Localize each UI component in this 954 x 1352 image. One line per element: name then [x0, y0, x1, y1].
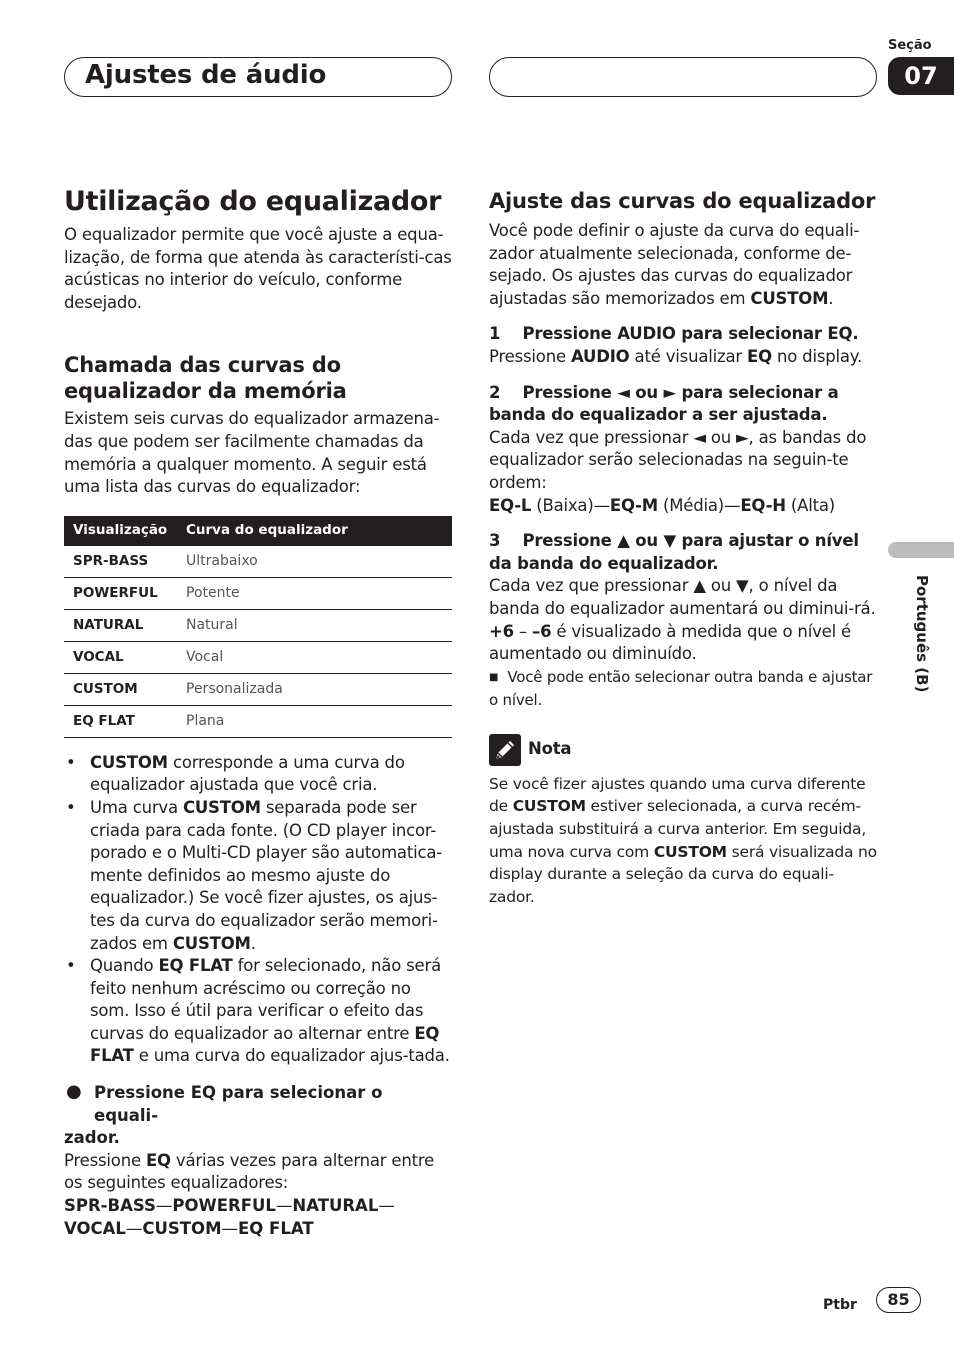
bullet-text: separada pode ser criada para cada fonte. (O CD player incor-porado e o Multi-CD player são automatica-mente definidos ao mesmo ajuste do equalizador.) Se você fizer ajustes, os ajus-tes da curva do equalizador serão memori-zados em: [90, 797, 443, 953]
bold-term: CUSTOM: [182, 797, 261, 817]
table-cell-curve: Potente: [177, 577, 452, 609]
table-cell-curve: Personalizada: [177, 673, 452, 705]
intro-text: Você pode definir o ajuste da curva do equali-zador atualmente selecionada, conforme de-sejado. Os ajustes das curvas do equalizador ajustadas são memorizados em: [489, 221, 860, 308]
section-title: Ajustes de áudio: [85, 60, 327, 90]
band-text: (Alta): [785, 495, 835, 515]
table-row: [64, 546, 452, 578]
step-text: até visualizar: [629, 346, 748, 366]
sub-heading: [64, 352, 452, 404]
list-item: [64, 752, 452, 797]
side-language-tab: [888, 542, 954, 558]
separator: —: [275, 1196, 293, 1216]
step-3-body: Cada vez que pressionar ▲ ou ▼, o nível da banda do equalizador aumentará ou diminui-rá.: [489, 576, 876, 618]
separator: —: [125, 1218, 143, 1238]
bold-term: CUSTOM: [750, 288, 829, 308]
table-row: [64, 705, 452, 737]
side-language-label: Português (B): [913, 575, 931, 693]
table-row: [64, 641, 452, 673]
eq-band-sequence: [489, 495, 877, 518]
table-header-curve: Curva do equalizador: [177, 516, 452, 546]
table-cell-display: CUSTOM: [64, 673, 177, 705]
eq-sequence-line-1: [64, 1195, 452, 1218]
eq-sequence-line-2: [64, 1218, 452, 1241]
sub-intro-paragraph: Existem seis curvas do equalizador armazena-das que podem ser facilmente chamadas da memória a qualquer momento. A seguir está uma lista das curvas do equalizador:: [64, 409, 440, 497]
step-text: no display.: [771, 346, 863, 366]
left-column: [64, 186, 452, 1240]
section-number: 07: [888, 57, 954, 95]
table-header-row: [64, 516, 452, 546]
step-2: [489, 382, 877, 518]
table-row: [64, 673, 452, 705]
step-title-line-1: Pressione EQ para selecionar o equali-: [94, 1083, 383, 1125]
right-intro: [489, 220, 877, 310]
note-box: [489, 734, 877, 768]
table-cell-curve: Vocal: [177, 641, 452, 673]
table-row: [64, 609, 452, 641]
range-text: é visualizado à medida que o nível é aumentado ou diminuído.: [489, 621, 851, 664]
bullet-text: Quando: [90, 956, 159, 976]
list-item: [64, 797, 452, 955]
bold-term: CUSTOM: [512, 797, 586, 816]
step-title-line-2: zador.: [64, 1128, 120, 1148]
note-body: [489, 773, 877, 909]
band-text: (Média)—: [657, 495, 741, 515]
table-cell-curve: Ultrabaixo: [177, 546, 452, 578]
eq-name: NATURAL: [292, 1196, 379, 1216]
square-bullet-icon: ■: [489, 671, 499, 683]
eq-step: [64, 1082, 452, 1240]
eq-name: VOCAL: [64, 1218, 126, 1238]
table-row: [64, 577, 452, 609]
page-number: 85: [876, 1287, 921, 1313]
step-3-note: [489, 666, 877, 712]
right-heading: Ajuste das curvas do equalizador: [489, 189, 876, 213]
separator: —: [221, 1218, 238, 1238]
bold-term: CUSTOM: [172, 933, 251, 953]
header-title-pill: [64, 57, 452, 97]
step-1-body: [489, 346, 877, 369]
eq-name: POWERFUL: [172, 1196, 276, 1216]
step-text: Pressione: [489, 346, 571, 366]
bold-term: CUSTOM: [90, 752, 168, 772]
bullet-text: .: [250, 933, 256, 953]
table-cell-display: SPR-BASS: [64, 546, 177, 578]
note-text: estiver selecionada, a curva recém-ajustada substituirá a curva anterior. Em seguida, uma nova curva com: [489, 797, 867, 861]
bold-term: EQ: [747, 346, 772, 366]
bold-term: EQ FLAT: [90, 1023, 440, 1066]
table-cell-display: NATURAL: [64, 609, 177, 641]
bullet-text: for selecionado, não será feito nenhum acréscimo ou correção no som. Isso é útil para verificar o efeito das curvas do equalizador ao alternar entre: [90, 956, 441, 1043]
main-heading: Utilização do equalizador: [64, 186, 442, 217]
right-column: [489, 188, 877, 908]
list-item: [64, 955, 452, 1068]
intro-paragraph: O equalizador permite que você ajuste a equa-lização, de forma que atenda às característi-cas acústicas no interior do veículo, conforme desejado.: [64, 225, 452, 312]
step-body: [64, 1150, 452, 1195]
bold-term: EQ: [145, 1150, 171, 1170]
separator: —: [155, 1196, 173, 1216]
note-text: Você pode então selecionar outra banda e ajustar o nível.: [489, 667, 877, 710]
sub-heading-line-1: Chamada das curvas do: [64, 353, 341, 378]
step-3-title-line-2: da banda do equalizador.: [489, 553, 719, 573]
note-text: Se você fizer ajustes quando uma curva diferente de: [489, 774, 866, 816]
header-right-pill: [489, 57, 877, 97]
eq-name: EQ FLAT: [238, 1218, 314, 1238]
pencil-icon: [489, 734, 521, 766]
step-2-title-line-2: banda do equalizador a ser ajustada.: [489, 405, 828, 425]
bullet-list: [64, 752, 452, 1068]
bold-term: EQ-L: [489, 495, 532, 515]
section-label: Seção: [888, 38, 932, 53]
table-header-display: Visualização: [64, 516, 177, 546]
footer-language: Ptbr: [823, 1297, 857, 1313]
equalizer-table: [64, 516, 452, 738]
eq-name: CUSTOM: [142, 1218, 222, 1238]
bullet-text: e uma curva do equalizador ajus-tada.: [133, 1046, 450, 1066]
table-cell-display: VOCAL: [64, 641, 177, 673]
step-3-title-line-1: 3 Pressione ▲ ou ▼ para ajustar o nível: [489, 531, 859, 551]
separator: —: [378, 1196, 395, 1216]
table-cell-curve: Natural: [177, 609, 452, 641]
note-text: será visualizada no display durante a seleção da curva do equali-zador.: [489, 842, 877, 906]
bold-term: –6: [532, 621, 552, 641]
step-text: várias vezes para alternar entre os seguintes equalizadores:: [64, 1150, 435, 1193]
bold-term: +6: [489, 621, 514, 641]
bold-term: EQ-H: [740, 495, 786, 515]
bold-term: EQ FLAT: [158, 956, 233, 976]
bullet-dot-icon: •: [66, 956, 76, 976]
bold-term: CUSTOM: [653, 842, 727, 861]
step-2-title-line-1: 2 Pressione ◄ ou ► para selecionar a: [489, 382, 839, 402]
table-cell-display: POWERFUL: [64, 577, 177, 609]
band-text: (Baixa)—: [531, 495, 610, 515]
sub-heading-line-2: equalizador da memória: [64, 379, 347, 404]
table-cell-curve: Plana: [177, 705, 452, 737]
step-3-range: [489, 621, 877, 666]
bullet-dot-icon: •: [66, 797, 76, 817]
bullet-text: Uma curva: [90, 797, 183, 817]
step-3: [489, 530, 877, 712]
note-label: Nota: [528, 738, 572, 758]
intro-text: .: [828, 288, 834, 308]
bullet-text: corresponde a uma curva do equalizador ajustada que você cria.: [90, 752, 405, 795]
eq-name: SPR-BASS: [64, 1196, 156, 1216]
step-text: Pressione: [64, 1150, 146, 1170]
step-1: [489, 323, 877, 368]
step-2-body: Cada vez que pressionar ◄ ou ►, as bandas do equalizador serão selecionadas na seguin-te ordem:: [489, 427, 867, 492]
range-text: –: [513, 621, 533, 641]
step-1-title: 1 Pressione AUDIO para selecionar EQ.: [489, 324, 859, 344]
bold-term: AUDIO: [570, 346, 630, 366]
table-cell-display: EQ FLAT: [64, 705, 177, 737]
bullet-dot-icon: •: [66, 752, 76, 772]
step-bullet-icon: ●: [66, 1081, 82, 1103]
bold-term: EQ-M: [609, 495, 658, 515]
